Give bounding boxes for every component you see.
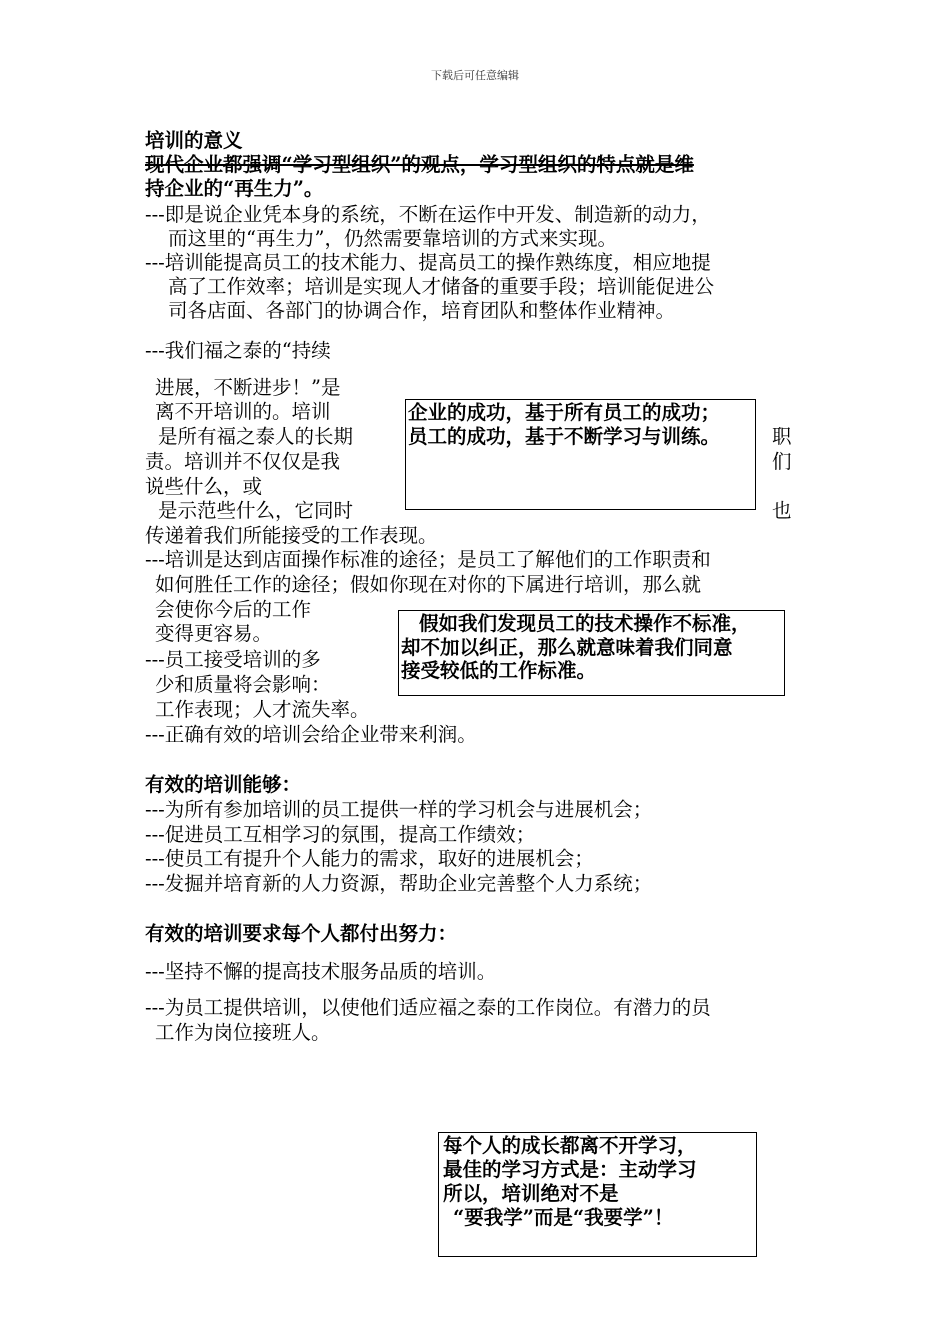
box1-line-1: 企业的成功，基于所有员工的成功； (408, 401, 721, 424)
para4-line-3: 会使你今后的工作 (155, 598, 312, 621)
para2-line-3: 司各店面、各部门的协调合作，培育团队和整体作业精神。 (168, 299, 676, 322)
para4-line-4: 变得更容易。 (155, 622, 273, 645)
para3-right-char-3: 也 (772, 499, 792, 522)
section-title-meaning: 培训的意义 (145, 129, 243, 152)
box2-line-2: 却不加以纠正，那么就意味着我们同意 (401, 636, 733, 659)
box2-line-1: 假如我们发现员工的技术操作不标准， (419, 612, 751, 635)
section3-item-2-line-1: ---为员工提供培训，以使他们适应福之泰的工作岗位。有潜力的员 (145, 996, 711, 1019)
para3-line-1: ---我们福之泰的“持续 (145, 339, 331, 362)
para3-line-2: 进展，不断进步！”是 (155, 376, 341, 399)
para5-line-3: 工作表现；人才流失率。 (155, 698, 370, 721)
list-item: ---使员工有提升个人能力的需求，取好的进展机会； (145, 847, 594, 870)
list-item: ---发掘并培育新的人力资源，帮助企业完善整个人力系统； (145, 872, 653, 895)
quote-box-standards (398, 610, 785, 696)
quote-box-success (405, 399, 756, 510)
para3-line-8: 传递着我们所能接受的工作表现。 (145, 524, 438, 547)
para3-line-4: 是所有福之泰人的长期 (158, 425, 354, 448)
para4-line-1: ---培训是达到店面操作标准的途径；是员工了解他们的工作职责和 (145, 548, 711, 571)
list-item: ---为所有参加培训的员工提供一样的学习机会与进展机会； (145, 798, 653, 821)
list-item: ---促进员工互相学习的氛围，提高工作绩效； (145, 823, 536, 846)
para6: ---正确有效的培训会给企业带来利润。 (145, 723, 477, 746)
intro-line-2: 持企业的“再生力”。 (145, 177, 324, 200)
para3-right-char-2: 们 (772, 450, 792, 473)
para3-line-6: 说些什么，或 (145, 475, 263, 498)
para2-line-1: ---培训能提高员工的技术能力、提高员工的操作熟练度，相应地提 (145, 251, 711, 274)
section3-item-2-line-2: 工作为岗位接班人。 (155, 1021, 331, 1044)
para1-line-1: ---即是说企业凭本身的系统，不断在运作中开发、制造新的动力， (145, 203, 711, 226)
para2-line-2: 高了工作效率；培训是实现人才储备的重要手段；培训能促进公 (168, 275, 715, 298)
para5-line-2: 少和质量将会影响： (155, 673, 331, 696)
box3-line-1: 每个人的成长都离不开学习， (443, 1134, 697, 1157)
para3-line-3: 离不开培训的。培训 (155, 400, 331, 423)
box3-line-4: “要我学”而是“我要学”！ (453, 1206, 674, 1229)
para3-line-5: 责。培训并不仅仅是我 (145, 450, 341, 473)
box3-line-2: 最佳的学习方式是：主动学习 (443, 1158, 697, 1181)
intro-line-1: 现代企业都强调“学习型组织”的观点，学习型组织的特点就是维 (145, 153, 694, 176)
box3-line-3: 所以，培训绝对不是 (443, 1182, 619, 1205)
box1-line-2: 员工的成功，基于不断学习与训练。 (408, 425, 721, 448)
section-title-effort: 有效的培训要求每个人都付出努力： (145, 922, 458, 945)
para3-line-7: 是示范些什么，它同时 (158, 499, 354, 522)
para3-right-char-1: 职 (772, 425, 792, 448)
para5-line-1: ---员工接受培训的多 (145, 648, 321, 671)
para1-line-2: 而这里的“再生力”，仍然需要靠培训的方式来实现。 (168, 227, 617, 250)
section3-item-1: ---坚持不懈的提高技术服务品质的培训。 (145, 960, 497, 983)
quote-box-learning (438, 1132, 757, 1257)
box2-line-3: 接受较低的工作标准。 (401, 659, 597, 682)
page-header: 下载后可任意编辑 (431, 69, 519, 82)
section-title-effective-training: 有效的培训能够： (145, 773, 302, 796)
para4-line-2: 如何胜任工作的途径；假如你现在对你的下属进行培训，那么就 (155, 573, 702, 596)
